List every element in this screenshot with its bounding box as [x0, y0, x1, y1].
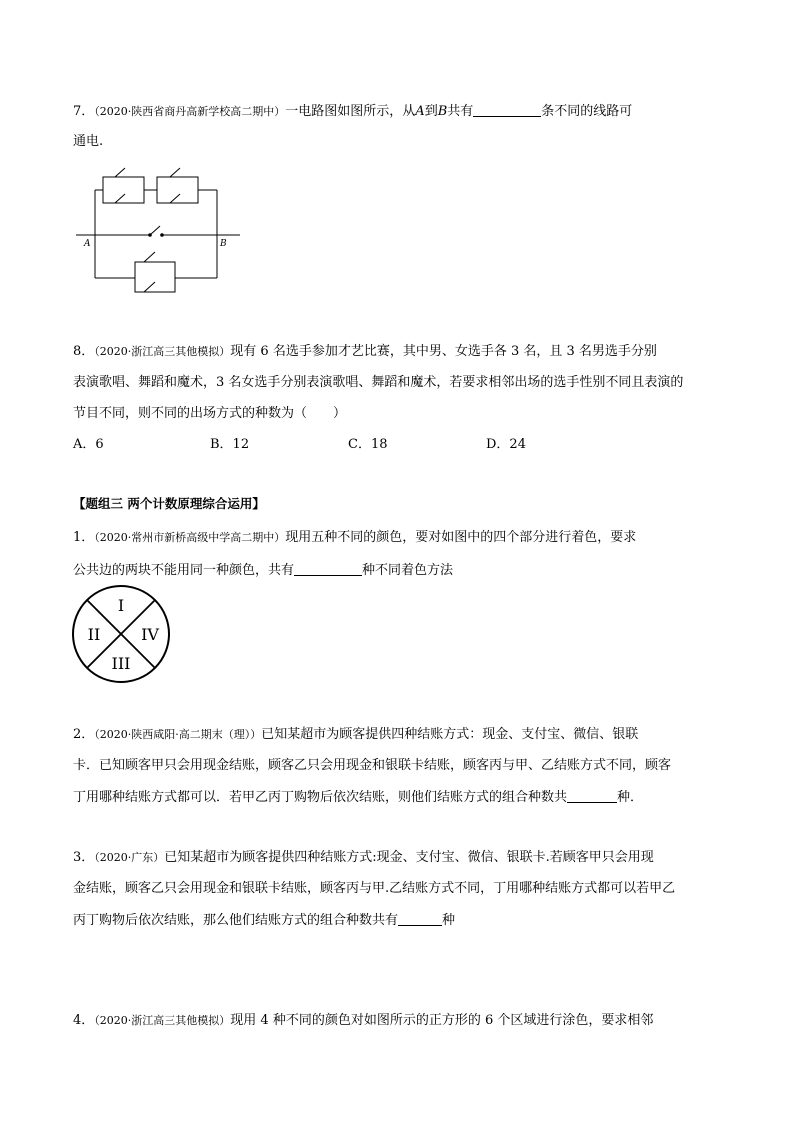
q2-text-3b: 种．	[617, 790, 644, 805]
q2-line-3	[73, 788, 643, 807]
q7-text-d: 条不同的线路可	[541, 104, 633, 119]
q8-line-3: 节目不同，则不同的出场方式的种数为（ ）	[73, 406, 347, 421]
q4-number: 4．	[73, 1013, 95, 1028]
q7-line-1	[73, 102, 632, 121]
q3-line-1	[73, 849, 654, 867]
q3-text-1: 已知某超市为顾客提供四种结账方式:现金、支付宝、微信、银联卡.若顾客甲只会用现	[164, 850, 654, 865]
q2-source: （2020·陕西咸阳·高二期末（理））	[94, 728, 262, 741]
region-label-2: II	[87, 625, 101, 644]
q1-text-2a: 公共边的两块不能用同一种颜色，共有	[73, 563, 295, 578]
q8-text-1: 现有 6 名选手参加才艺比赛，其中男、女选手各 3 名，且 3 名男选手分别	[230, 344, 657, 359]
circuit-label-a: A	[84, 239, 91, 249]
q8-option-a[interactable]: A．6	[73, 437, 104, 452]
circuit-label-b: B	[220, 239, 227, 249]
q7-point-b: B	[437, 104, 448, 119]
q1-text-2b: 种不同着色方法	[362, 563, 454, 578]
q3-source: （2020·广东）	[94, 851, 165, 864]
q1-source: （2020·常州市新桥高级中学高二期中）	[94, 531, 286, 544]
q3-text-3a: 丙丁购物后依次结账，那么他们结账方式的组合种数共有	[73, 913, 399, 928]
q8-line-1	[73, 343, 657, 361]
q3-line-3	[73, 911, 455, 930]
q3-text-3b: 种	[442, 913, 456, 928]
region-label-1: I	[117, 596, 125, 615]
q7-source: （2020·陕西省商丹高新学校高二期中）	[94, 105, 286, 118]
q8-line-2: 表演歌唱、舞蹈和魔术，3 名女选手分别表演歌唱、舞蹈和魔术，若要求相邻出场的选手性别不同且表演的	[73, 375, 684, 390]
q1-answer-blank[interactable]	[294, 561, 362, 576]
q2-line-1	[73, 726, 638, 744]
q7-answer-blank[interactable]	[473, 102, 541, 117]
q1-line-2	[73, 561, 453, 580]
region-label-3: III	[111, 654, 131, 673]
q2-text-3a: 丁用哪种结账方式都可以．若甲乙丙丁购物后依次结账，则他们结账方式的组合种数共	[73, 790, 568, 805]
four-region-circle-diagram	[70, 583, 172, 685]
q1-text-1: 现用五种不同的颜色，要对如图中的四个部分进行着色，要求	[285, 530, 637, 545]
q2-text-1: 已知某超市为顾客提供四种结账方式：现金、支付宝、微信、银联	[261, 727, 639, 742]
q2-answer-blank[interactable]	[567, 788, 617, 803]
q3-line-2: 金结账，顾客乙只会用现金和银联卡结账，顾客丙与甲.乙结账方式不同，丁用哪种结账方式都可以若甲乙	[73, 881, 676, 896]
q4-text-1: 现用 4 种不同的颜色对如图所示的正方形的 6 个区域进行涂色，要求相邻	[230, 1013, 654, 1028]
q8-number: 8．	[73, 344, 95, 359]
q7-line-2: 通电.	[73, 134, 104, 149]
q7-number: 7．	[73, 104, 95, 119]
q7-point-a: A	[415, 104, 425, 119]
q8-option-b[interactable]: B．12	[210, 437, 250, 452]
q8-source: （2020·浙江高三其他模拟）	[94, 345, 231, 358]
q8-option-c[interactable]: C．18	[348, 437, 388, 452]
q7-text-a: 一电路图如图所示，从	[285, 104, 416, 119]
q4-line-1	[73, 1012, 653, 1030]
q1-line-1	[73, 529, 636, 547]
circuit-diagram	[70, 160, 250, 300]
q1-number: 1．	[73, 530, 95, 545]
q2-line-2: 卡．已知顾客甲只会用现金结账，顾客乙只会用现金和银联卡结账，顾客丙与甲、乙结账方式不同，顾客	[73, 758, 672, 773]
group-3-title: 【题组三 两个计数原理综合运用】	[73, 496, 265, 511]
q4-source: （2020·浙江高三其他模拟）	[94, 1014, 231, 1027]
q2-number: 2．	[73, 727, 95, 742]
q7-text-c: 共有	[447, 104, 474, 119]
region-label-4: IV	[141, 625, 159, 644]
q7-text-b: 到	[424, 104, 438, 119]
q8-option-d[interactable]: D．24	[486, 437, 526, 452]
q3-answer-blank[interactable]	[398, 911, 442, 926]
q3-number: 3．	[73, 850, 95, 865]
